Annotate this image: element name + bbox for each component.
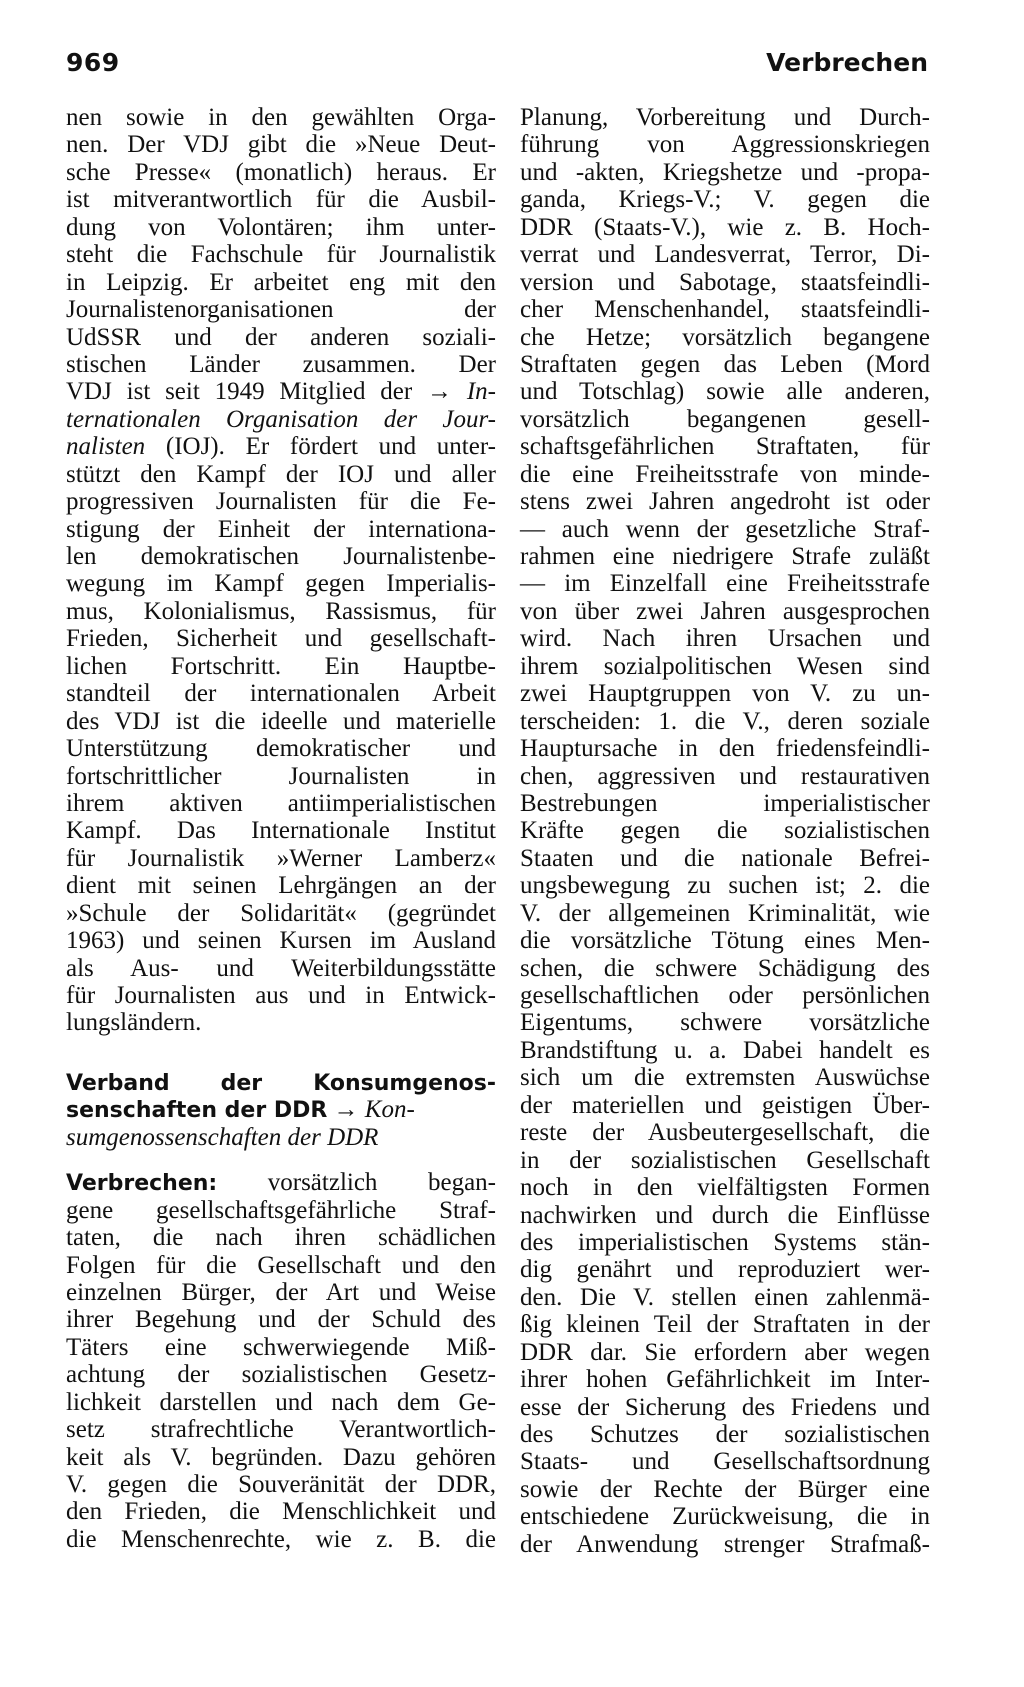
entry-headword: Verband der Konsumgenos- <box>66 1070 496 1096</box>
entry-heading <box>66 1096 496 1123</box>
text-line: rahmen eine niedrigere Strafe zuläßt <box>520 543 930 570</box>
text-line: ist mitverantwortlich für die Ausbil- <box>66 186 496 214</box>
text-line: Kampf. Das Internationale Institut <box>66 817 496 845</box>
text-line: terscheiden: 1. die V., deren soziale <box>520 707 930 735</box>
text-line: noch in den vielfältigsten Formen <box>520 1174 930 1202</box>
text-line: fortschrittlicher Journalisten in <box>66 762 496 790</box>
text-line: sche Presse« (monatlich) heraus. Er <box>66 158 496 186</box>
ref-arrow: → <box>333 1096 359 1124</box>
text-line: stigung der Einheit der internationa- <box>66 515 496 543</box>
text-line: die eine Freiheitsstrafe von minde- <box>520 460 930 488</box>
text-line-with-ref <box>66 378 496 405</box>
text-line: gene gesellschaftsgefährliche Straf- <box>66 1196 496 1224</box>
running-head: Verbrechen <box>766 48 928 77</box>
text-line: Staats- und Gesellschaftsordnung <box>520 1448 930 1476</box>
text-line: von über zwei Jahren ausgesprochen <box>520 597 930 625</box>
text-line: reste der Ausbeutergesellschaft, die <box>520 1119 930 1147</box>
text-line: vorsätzlich begangenen gesell- <box>520 405 930 433</box>
text-line: UdSSR und der anderen soziali- <box>66 323 496 351</box>
text-line <box>66 1124 496 1151</box>
cross-reference[interactable]: Kon- <box>364 1096 415 1124</box>
text-line: der Anwendung strenger Strafmaß- <box>520 1530 930 1558</box>
entry-headword: senschaften der DDR <box>66 1098 328 1124</box>
text-line: gesellschaftlichen oder persönlichen <box>520 982 930 1009</box>
text-line: 1963) und seinen Kursen im Ausland <box>66 927 496 955</box>
text-line <box>66 433 496 460</box>
text-line: schen, die schwere Schädigung des <box>520 954 930 982</box>
text-line: che Hetze; vorsätzlich begangene <box>520 323 930 351</box>
text-line: Täters eine schwerwiegende Miß- <box>66 1333 496 1361</box>
text-line: ihrem aktiven antiimperialistischen <box>66 789 496 817</box>
text-line: die vorsätzliche Tötung eines Men- <box>520 927 930 955</box>
text-fragment: VDJ ist seit 1949 Mitglied der <box>66 378 413 406</box>
text-line: für Journalistik »Werner Lamberz« <box>66 844 496 872</box>
text-line: in Leipzig. Er arbeitet eng mit den <box>66 268 496 296</box>
entry-headword: Verbrechen: <box>66 1171 218 1197</box>
text-line: cher Menschenhandel, staatsfeindli- <box>520 296 930 324</box>
text-line: DDR (Staats-V.), wie z. B. Hoch- <box>520 213 930 241</box>
text-line: dient mit seinen Lehrgängen an der <box>66 872 496 900</box>
text-line: Staaten und die nationale Befrei- <box>520 844 930 872</box>
text-line <box>66 406 496 433</box>
text-line: sich um die extremsten Auswüchse <box>520 1064 930 1092</box>
text-line: Frieden, Sicherheit und gesellschaft- <box>66 625 496 653</box>
text-line: und Totschlag) sowie alle anderen, <box>520 378 930 406</box>
page-number: 969 <box>66 48 120 77</box>
text-line: achtung der sozialistischen Gesetz- <box>66 1361 496 1389</box>
text-line: V. der allgemeinen Kriminalität, wie <box>520 899 930 927</box>
text-line: Straftaten gegen das Leben (Mord <box>520 350 930 378</box>
text-line: ihrer Begehung und der Schuld des <box>66 1306 496 1334</box>
text-line: wird. Nach ihren Ursachen und <box>520 625 930 653</box>
text-line: stischen Länder zusammen. Der <box>66 350 496 378</box>
text-line: nachwirken und durch die Einflüsse <box>520 1201 930 1229</box>
text-line: — auch wenn der gesetzliche Straf- <box>520 515 930 543</box>
text-line: die Menschenrechte, wie z. B. die <box>66 1525 496 1553</box>
cross-reference[interactable]: nalisten <box>66 433 146 461</box>
text-line: Unterstützung demokratischer und <box>66 735 496 763</box>
text-line: Journalistenorganisationen der <box>66 296 496 324</box>
text-line: V. gegen die Souveränität der DDR, <box>66 1471 496 1498</box>
text-line: version und Sabotage, staatsfeindli- <box>520 268 930 296</box>
text-line: DDR dar. Sie erfordern aber wegen <box>520 1338 930 1366</box>
text-line: des Schutzes der sozialistischen <box>520 1421 930 1448</box>
text-line: Eigentums, schwere vorsätzliche <box>520 1009 930 1037</box>
text-line: dig genährt und reproduziert wer- <box>520 1256 930 1284</box>
text-line: einzelnen Bürger, der Art und Weise <box>66 1278 496 1306</box>
text-line: steht die Fachschule für Journalistik <box>66 241 496 269</box>
text-line: keit als V. begründen. Dazu gehören <box>66 1443 496 1471</box>
text-line: len demokratischen Journalistenbe- <box>66 543 496 570</box>
cross-reference[interactable]: ternationalen Organisation der Jour- <box>66 405 496 433</box>
text-line: Folgen für die Gesellschaft und den <box>66 1251 496 1279</box>
text-line: nen. Der VDJ gibt die »Neue Deut- <box>66 131 496 159</box>
text-line: in der sozialistischen Gesellschaft <box>520 1146 930 1174</box>
text-line: als Aus- und Weiterbildungsstätte <box>66 954 496 982</box>
text-line: chen, aggressiven und restaurativen <box>520 762 930 790</box>
text-line: lichen Fortschritt. Ein Hauptbe- <box>66 652 496 680</box>
text-line: schaftsgefährlichen Straftaten, für <box>520 433 930 461</box>
text-line: sowie der Rechte der Bürger eine <box>520 1475 930 1503</box>
text-line: mus, Kolonialismus, Rassismus, für <box>66 597 496 625</box>
text-line: den. Die V. stellen einen zahlenmä- <box>520 1283 930 1311</box>
text-line: ßig kleinen Teil der Straftaten in der <box>520 1311 930 1339</box>
text-line: Kräfte gegen die sozialistischen <box>520 817 930 845</box>
text-line: für Journalisten aus und in Entwick- <box>66 982 496 1009</box>
text-fragment: vorsätzlich began- <box>267 1169 496 1197</box>
entry-heading <box>66 1169 496 1196</box>
text-line: Bestrebungen imperialistischer <box>520 789 930 817</box>
left-column <box>66 104 496 1553</box>
text-line: und -akten, Kriegshetze und -propa- <box>520 158 930 186</box>
text-line: entschiedene Zurückweisung, die in <box>520 1503 930 1531</box>
text-line: stützt den Kampf der IOJ und aller <box>66 460 496 488</box>
cross-reference[interactable]: sumgenossenschaften der DDR <box>66 1123 379 1151</box>
text-line: ungsbewegung zu suchen ist; 2. die <box>520 872 930 900</box>
text-line: Brandstiftung u. a. Dabei handelt es <box>520 1036 930 1064</box>
text-line: progressiven Journalisten für die Fe- <box>66 488 496 516</box>
text-line: führung von Aggressionskriegen <box>520 131 930 159</box>
text-line: »Schule der Solidarität« (gegründet <box>66 899 496 927</box>
text-line: stens zwei Jahren angedroht ist oder <box>520 488 930 516</box>
text-line: nen sowie in den gewählten Orga- <box>66 104 496 131</box>
text-line: den Frieden, die Menschlichkeit und <box>66 1498 496 1526</box>
text-line: des imperialistischen Systems stän- <box>520 1228 930 1256</box>
text-line: lungsländern. <box>66 1009 202 1037</box>
text-line: ihrer hohen Gefährlichkeit im Inter- <box>520 1366 930 1394</box>
ref-arrow: → <box>427 378 453 406</box>
text-line: standteil der internationalen Arbeit <box>66 680 496 708</box>
text-line: des VDJ ist die ideelle und materielle <box>66 707 496 735</box>
text-line: Hauptursache in den friedensfeindli- <box>520 735 930 763</box>
text-line: lichkeit darstellen und nach dem Ge- <box>66 1388 496 1416</box>
text-line: der materiellen und geistigen Über- <box>520 1091 930 1119</box>
right-column <box>520 104 930 1558</box>
text-line: taten, die nach ihren schädlichen <box>66 1224 496 1252</box>
text-line: wegung im Kampf gegen Imperialis- <box>66 570 496 598</box>
text-line: Planung, Vorbereitung und Durch- <box>520 104 930 131</box>
text-line: ganda, Kriegs-V.; V. gegen die <box>520 186 930 214</box>
text-fragment: (IOJ). Er fördert und unter- <box>165 433 496 461</box>
entry-heading <box>66 1069 496 1096</box>
text-line: setz strafrechtliche Verantwortlich- <box>66 1416 496 1444</box>
text-line: esse der Sicherung des Friedens und <box>520 1393 930 1421</box>
text-line: — im Einzelfall eine Freiheitsstrafe <box>520 570 930 598</box>
text-line: zwei Hauptgruppen von V. zu un- <box>520 680 930 708</box>
text-line: dung von Volontären; ihm unter- <box>66 213 496 241</box>
cross-reference[interactable]: In- <box>466 378 497 406</box>
text-line: ihrem sozialpolitischen Wesen sind <box>520 652 930 680</box>
text-line: verrat und Landesverrat, Terror, Di- <box>520 241 930 269</box>
